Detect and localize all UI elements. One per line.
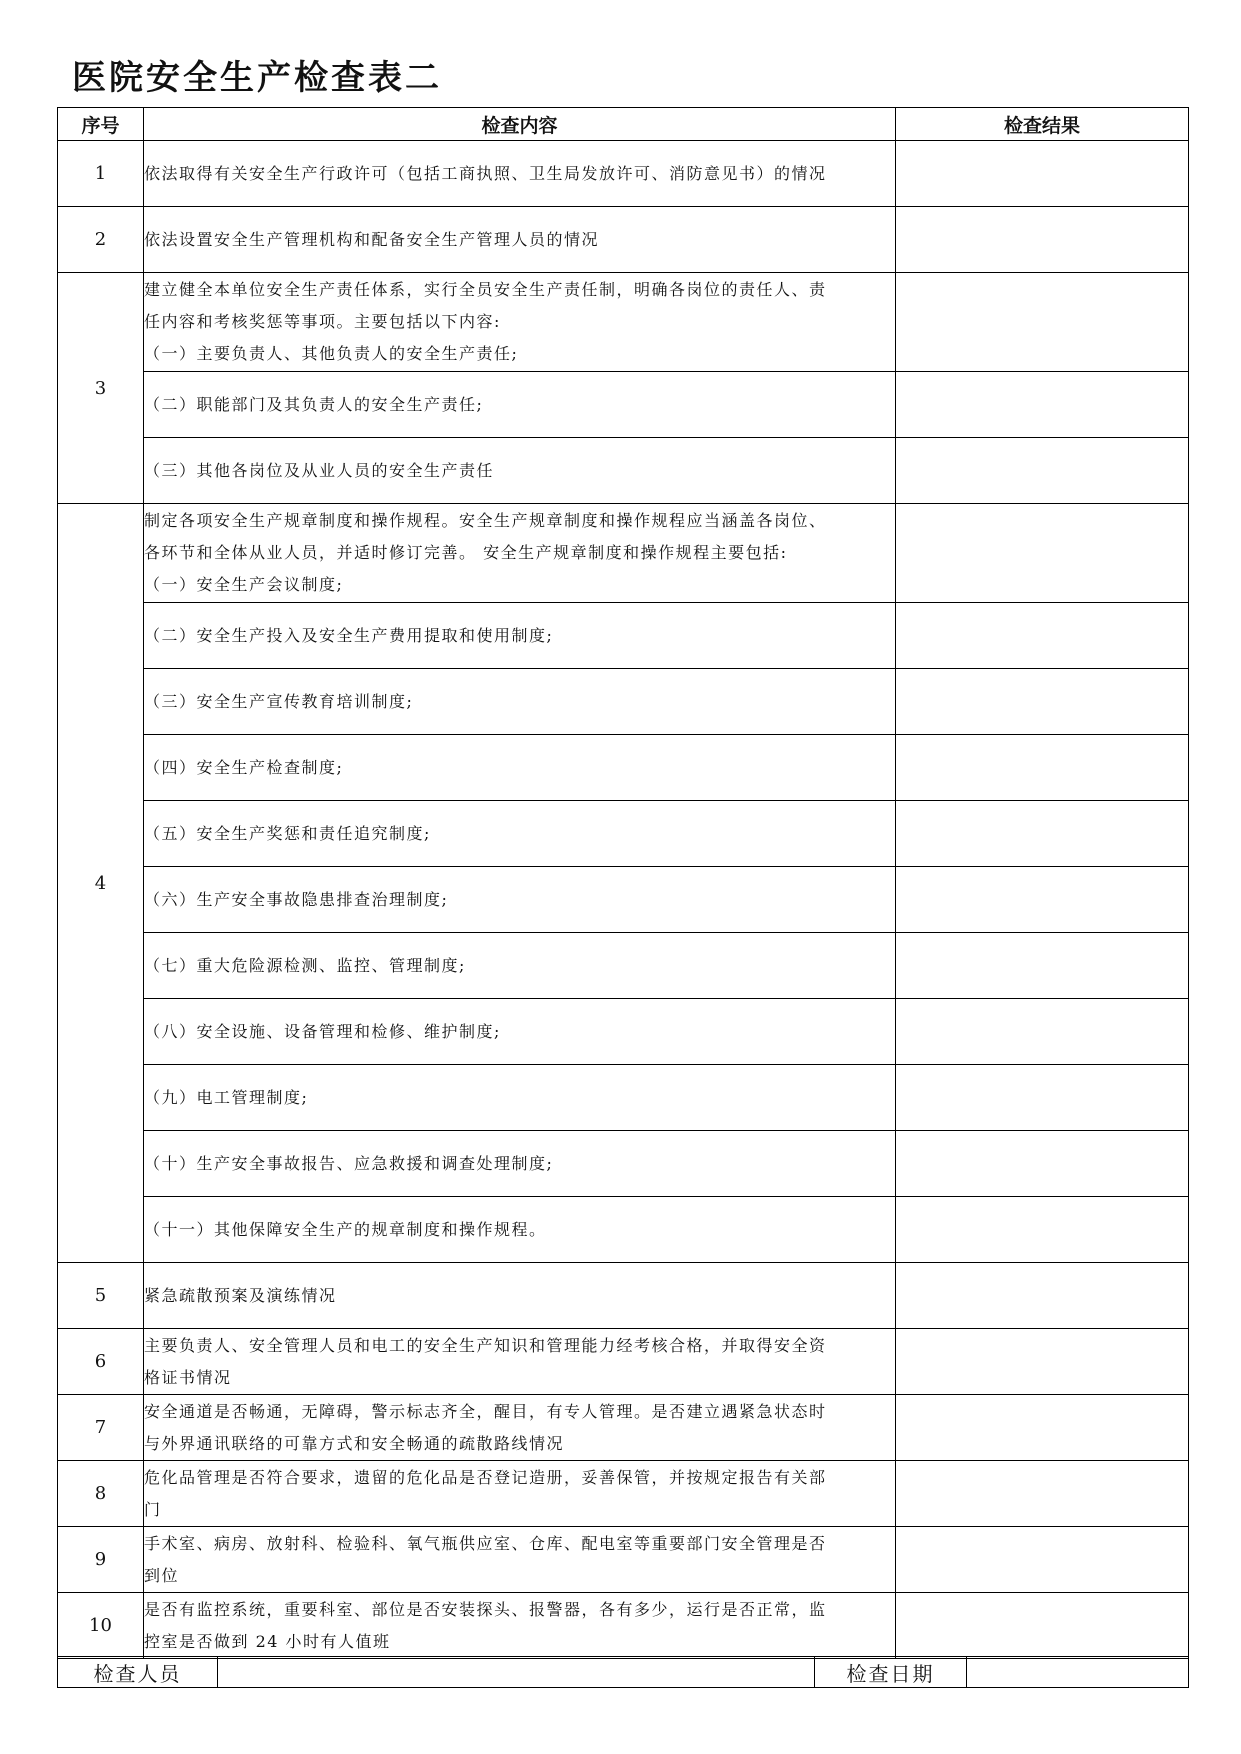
item-content xyxy=(144,273,896,372)
table-row xyxy=(58,669,1189,735)
item-sub-content: （四）安全生产检查制度; xyxy=(144,735,896,801)
table-row xyxy=(58,1593,1189,1659)
page-title: 医院安全生产检查表二 xyxy=(72,58,442,98)
item-number: 2 xyxy=(58,207,144,273)
content-line: 危化品管理是否符合要求，遗留的危化品是否登记造册，妥善保管，并按规定报告有关部 xyxy=(144,1467,827,1487)
table-row xyxy=(58,273,1189,372)
table-row xyxy=(58,207,1189,273)
table-row xyxy=(58,1395,1189,1461)
item-number: 9 xyxy=(58,1527,144,1593)
item-content xyxy=(144,1395,896,1461)
item-sub-content: （十一）其他保障安全生产的规章制度和操作规程。 xyxy=(144,1197,896,1263)
item-sub-content: （三）安全生产宣传教育培训制度; xyxy=(144,669,896,735)
content-line: （一）安全生产会议制度; xyxy=(144,575,344,594)
item-content xyxy=(144,141,896,207)
table-row xyxy=(58,735,1189,801)
table-header-row xyxy=(58,108,1189,141)
content-line: 控室是否做到 24 小时有人值班 xyxy=(144,1631,391,1651)
result-cell[interactable] xyxy=(896,1263,1189,1329)
content-line: 主要负责人、安全管理人员和电工的安全生产知识和管理能力经考核合格，并取得安全资 xyxy=(144,1335,827,1355)
result-cell[interactable] xyxy=(896,933,1189,999)
signature-row xyxy=(57,1656,1189,1688)
item-number: 10 xyxy=(58,1593,144,1659)
item-content xyxy=(144,504,896,603)
table-row xyxy=(58,141,1189,207)
table-row xyxy=(58,1263,1189,1329)
table-row xyxy=(58,1197,1189,1263)
content-line: 是否有监控系统，重要科室、部位是否安装探头、报警器，各有多少，运行是否正常，监 xyxy=(144,1599,827,1619)
inspector-field[interactable] xyxy=(218,1657,815,1688)
table-row xyxy=(58,1329,1189,1395)
item-sub-content: （三）其他各岗位及从业人员的安全生产责任 xyxy=(144,438,896,504)
content-line: 手术室、病房、放射科、检验科、氧气瓶供应室、仓库、配电室等重要部门安全管理是否 xyxy=(144,1533,827,1553)
table-row xyxy=(58,867,1189,933)
table-row xyxy=(58,933,1189,999)
content-line: 制定各项安全生产规章制度和操作规程。安全生产规章制度和操作规程应当涵盖各岗位、 xyxy=(144,511,827,530)
content-line: 安全通道是否畅通，无障碍，警示标志齐全，醒目，有专人管理。是否建立遇紧急状态时 xyxy=(144,1401,827,1421)
table-row xyxy=(58,999,1189,1065)
content-line: 建立健全本单位安全生产责任体系，实行全员安全生产责任制，明确各岗位的责任人、责 xyxy=(144,280,827,299)
result-cell[interactable] xyxy=(896,273,1189,372)
item-sub-content: （六）生产安全事故隐患排查治理制度; xyxy=(144,867,896,933)
result-cell[interactable] xyxy=(896,1197,1189,1263)
result-cell[interactable] xyxy=(896,801,1189,867)
content-line: 格证书情况 xyxy=(144,1367,232,1387)
header-content: 检查内容 xyxy=(144,108,896,141)
inspector-label: 检查人员 xyxy=(58,1657,218,1688)
content-line: （一）主要负责人、其他负责人的安全生产责任; xyxy=(144,344,519,363)
result-cell[interactable] xyxy=(896,1527,1189,1593)
item-content xyxy=(144,1461,896,1527)
item-sub-content: （五）安全生产奖惩和责任追究制度; xyxy=(144,801,896,867)
item-content xyxy=(144,1329,896,1395)
item-number: 5 xyxy=(58,1263,144,1329)
item-content xyxy=(144,1263,896,1329)
item-number: 8 xyxy=(58,1461,144,1527)
result-cell[interactable] xyxy=(896,603,1189,669)
item-number: 1 xyxy=(58,141,144,207)
table-row xyxy=(58,438,1189,504)
header-num: 序号 xyxy=(58,108,144,141)
content-line: 各环节和全体从业人员，并适时修订完善。 安全生产规章制度和操作规程主要包括: xyxy=(144,543,788,562)
item-sub-content: （八）安全设施、设备管理和检修、维护制度; xyxy=(144,999,896,1065)
content-line: 任内容和考核奖惩等事项。主要包括以下内容: xyxy=(144,312,501,331)
item-sub-content: （九）电工管理制度; xyxy=(144,1065,896,1131)
item-content xyxy=(144,207,896,273)
content-line: 到位 xyxy=(144,1565,180,1585)
item-content xyxy=(144,1593,896,1659)
result-cell[interactable] xyxy=(896,372,1189,438)
header-result: 检查结果 xyxy=(896,108,1189,141)
item-number: 3 xyxy=(58,273,144,504)
result-cell[interactable] xyxy=(896,1395,1189,1461)
item-number: 6 xyxy=(58,1329,144,1395)
item-content xyxy=(144,1527,896,1593)
table-row xyxy=(58,1131,1189,1197)
result-cell[interactable] xyxy=(896,1065,1189,1131)
date-label: 检查日期 xyxy=(815,1657,967,1688)
result-cell[interactable] xyxy=(896,1329,1189,1395)
content-line: 紧急疏散预案及演练情况 xyxy=(144,1285,337,1305)
result-cell[interactable] xyxy=(896,504,1189,603)
table-row xyxy=(58,504,1189,603)
table-row xyxy=(58,801,1189,867)
result-cell[interactable] xyxy=(896,867,1189,933)
item-sub-content: （二）安全生产投入及安全生产费用提取和使用制度; xyxy=(144,603,896,669)
item-number: 7 xyxy=(58,1395,144,1461)
table-row xyxy=(58,372,1189,438)
item-sub-content: （二）职能部门及其负责人的安全生产责任; xyxy=(144,372,896,438)
content-line: 依法设置安全生产管理机构和配备安全生产管理人员的情况 xyxy=(144,229,600,249)
result-cell[interactable] xyxy=(896,669,1189,735)
result-cell[interactable] xyxy=(896,735,1189,801)
date-field[interactable] xyxy=(967,1657,1189,1688)
result-cell[interactable] xyxy=(896,1593,1189,1659)
content-line: 依法取得有关安全生产行政许可（包括工商执照、卫生局发放许可、消防意见书）的情况 xyxy=(144,163,827,183)
result-cell[interactable] xyxy=(896,1461,1189,1527)
table-row xyxy=(58,603,1189,669)
item-sub-content: （十）生产安全事故报告、应急救援和调查处理制度; xyxy=(144,1131,896,1197)
result-cell[interactable] xyxy=(896,207,1189,273)
item-sub-content: （七）重大危险源检测、监控、管理制度; xyxy=(144,933,896,999)
result-cell[interactable] xyxy=(896,438,1189,504)
result-cell[interactable] xyxy=(896,999,1189,1065)
table-row xyxy=(58,1065,1189,1131)
item-number: 4 xyxy=(58,504,144,1263)
table-row xyxy=(58,1461,1189,1527)
result-cell[interactable] xyxy=(896,141,1189,207)
result-cell[interactable] xyxy=(896,1131,1189,1197)
inspection-table xyxy=(57,107,1189,1659)
content-line: 门 xyxy=(144,1499,162,1519)
content-line: 与外界通讯联络的可靠方式和安全畅通的疏散路线情况 xyxy=(144,1433,565,1453)
table-row xyxy=(58,1527,1189,1593)
